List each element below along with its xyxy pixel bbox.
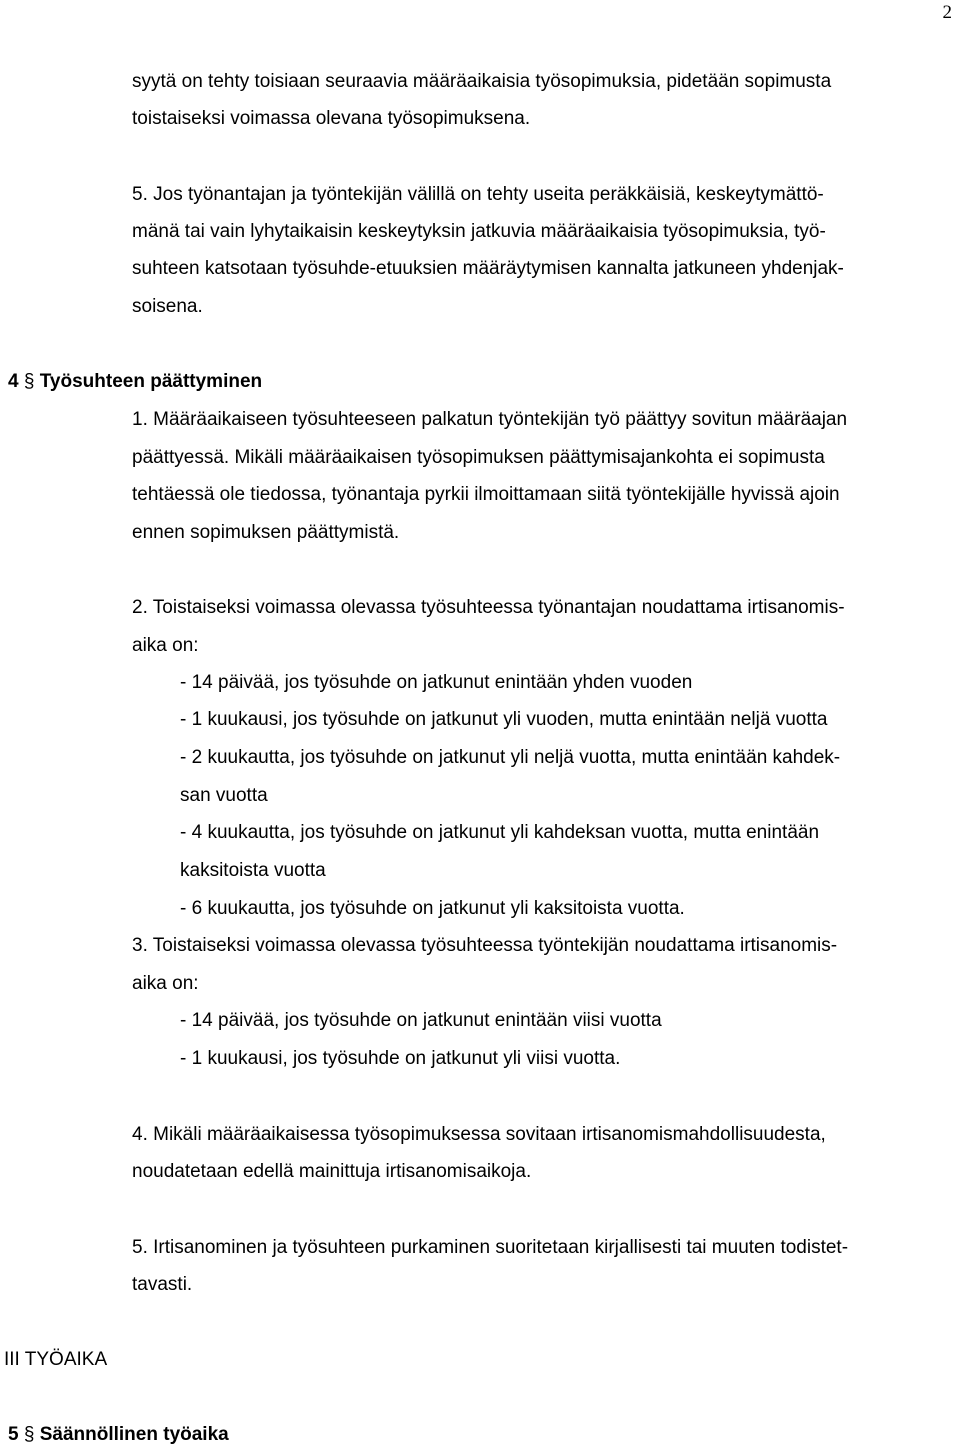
intro-line-1: syytä on tehty toisiaan seuraavia määräaikaisia työsopimuksia, pidetään sopimusta bbox=[132, 71, 832, 92]
s4-item2-list-7: - 6 kuukautta, jos työsuhde on jatkunut yli kaksitoista vuotta. bbox=[180, 898, 685, 919]
s4-item2-line-2: aika on: bbox=[132, 635, 199, 656]
s4-item2-list-1: - 14 päivää, jos työsuhde on jatkunut enintään yhden vuoden bbox=[180, 672, 693, 693]
section-sign-icon: § bbox=[23, 371, 35, 392]
s4-item4-line-2: noudatetaan edellä mainittuja irtisanomisaikoja. bbox=[132, 1161, 532, 1182]
s4-item2-list-6: kaksitoista vuotta bbox=[180, 860, 326, 881]
section5-heading bbox=[8, 1423, 229, 1447]
section-sign-icon: § bbox=[23, 1424, 35, 1445]
s4-item2-list-3: - 2 kuukautta, jos työsuhde on jatkunut yli neljä vuotta, mutta enintään kahdek- bbox=[180, 747, 841, 768]
s4-item2-list-4: san vuotta bbox=[180, 785, 268, 806]
s4-item1-line-2: päättyessä. Mikäli määräaikaisen työsopimuksen päättymisajankohta ei sopimusta bbox=[132, 447, 825, 468]
prev-item5-line-1: 5. Jos työnantajan ja työntekijän välillä on tehty useita peräkkäisiä, keskeytymättö- bbox=[132, 184, 824, 205]
s4-item4-line-1: 4. Mikäli määräaikaisessa työsopimuksessa sovitaan irtisanomismahdollisuudesta, bbox=[132, 1124, 826, 1145]
prev-item5-line-2: mänä tai vain lyhytaikaisin keskeytyksin jatkuvia määräaikaisia työsopimuksia, työ- bbox=[132, 221, 826, 242]
s4-item3-line-1: 3. Toistaiseksi voimassa olevassa työsuhteessa työntekijän noudattama irtisanomis- bbox=[132, 935, 838, 956]
s4-item3-list-1: - 14 päivää, jos työsuhde on jatkunut enintään viisi vuotta bbox=[180, 1010, 662, 1031]
section5-title: Säännöllinen työaika bbox=[39, 1424, 229, 1445]
chapter3-title: III TYÖAIKA bbox=[4, 1349, 108, 1370]
s4-item5-line-2: tavasti. bbox=[132, 1274, 193, 1295]
section4-number: 4 bbox=[8, 371, 19, 392]
s4-item3-list-2: - 1 kuukausi, jos työsuhde on jatkunut yli viisi vuotta. bbox=[180, 1048, 621, 1069]
s4-item1-line-3: tehtäessä ole tiedossa, työnantaja pyrkii ilmoittamaan siitä työntekijälle hyvissä ajoin bbox=[132, 484, 840, 505]
section4-heading bbox=[8, 370, 262, 394]
s4-item2-list-2: - 1 kuukausi, jos työsuhde on jatkunut yli vuoden, mutta enintään neljä vuotta bbox=[180, 709, 828, 730]
s4-item5-line-1: 5. Irtisanominen ja työsuhteen purkaminen suoritetaan kirjallisesti tai muuten todistet- bbox=[132, 1237, 849, 1258]
section5-number: 5 bbox=[8, 1424, 19, 1445]
s4-item2-line-1: 2. Toistaiseksi voimassa olevassa työsuhteessa työnantajan noudattama irtisanomis- bbox=[132, 597, 845, 618]
s4-item1-line-1: 1. Määräaikaiseen työsuhteeseen palkatun työntekijän työ päättyy sovitun määräajan bbox=[132, 409, 848, 430]
page-number: 2 bbox=[942, 2, 952, 23]
prev-item5-line-3: suhteen katsotaan työsuhde-etuuksien määräytymisen kannalta jatkuneen yhdenjak- bbox=[132, 258, 844, 279]
s4-item1-line-4: ennen sopimuksen päättymistä. bbox=[132, 522, 400, 543]
prev-item5-line-4: soisena. bbox=[132, 296, 203, 317]
s4-item3-line-2: aika on: bbox=[132, 973, 199, 994]
s4-item2-list-5: - 4 kuukautta, jos työsuhde on jatkunut yli kahdeksan vuotta, mutta enintään bbox=[180, 822, 820, 843]
intro-line-2: toistaiseksi voimassa olevana työsopimuksena. bbox=[132, 108, 531, 129]
section4-title: Työsuhteen päättyminen bbox=[39, 371, 263, 392]
